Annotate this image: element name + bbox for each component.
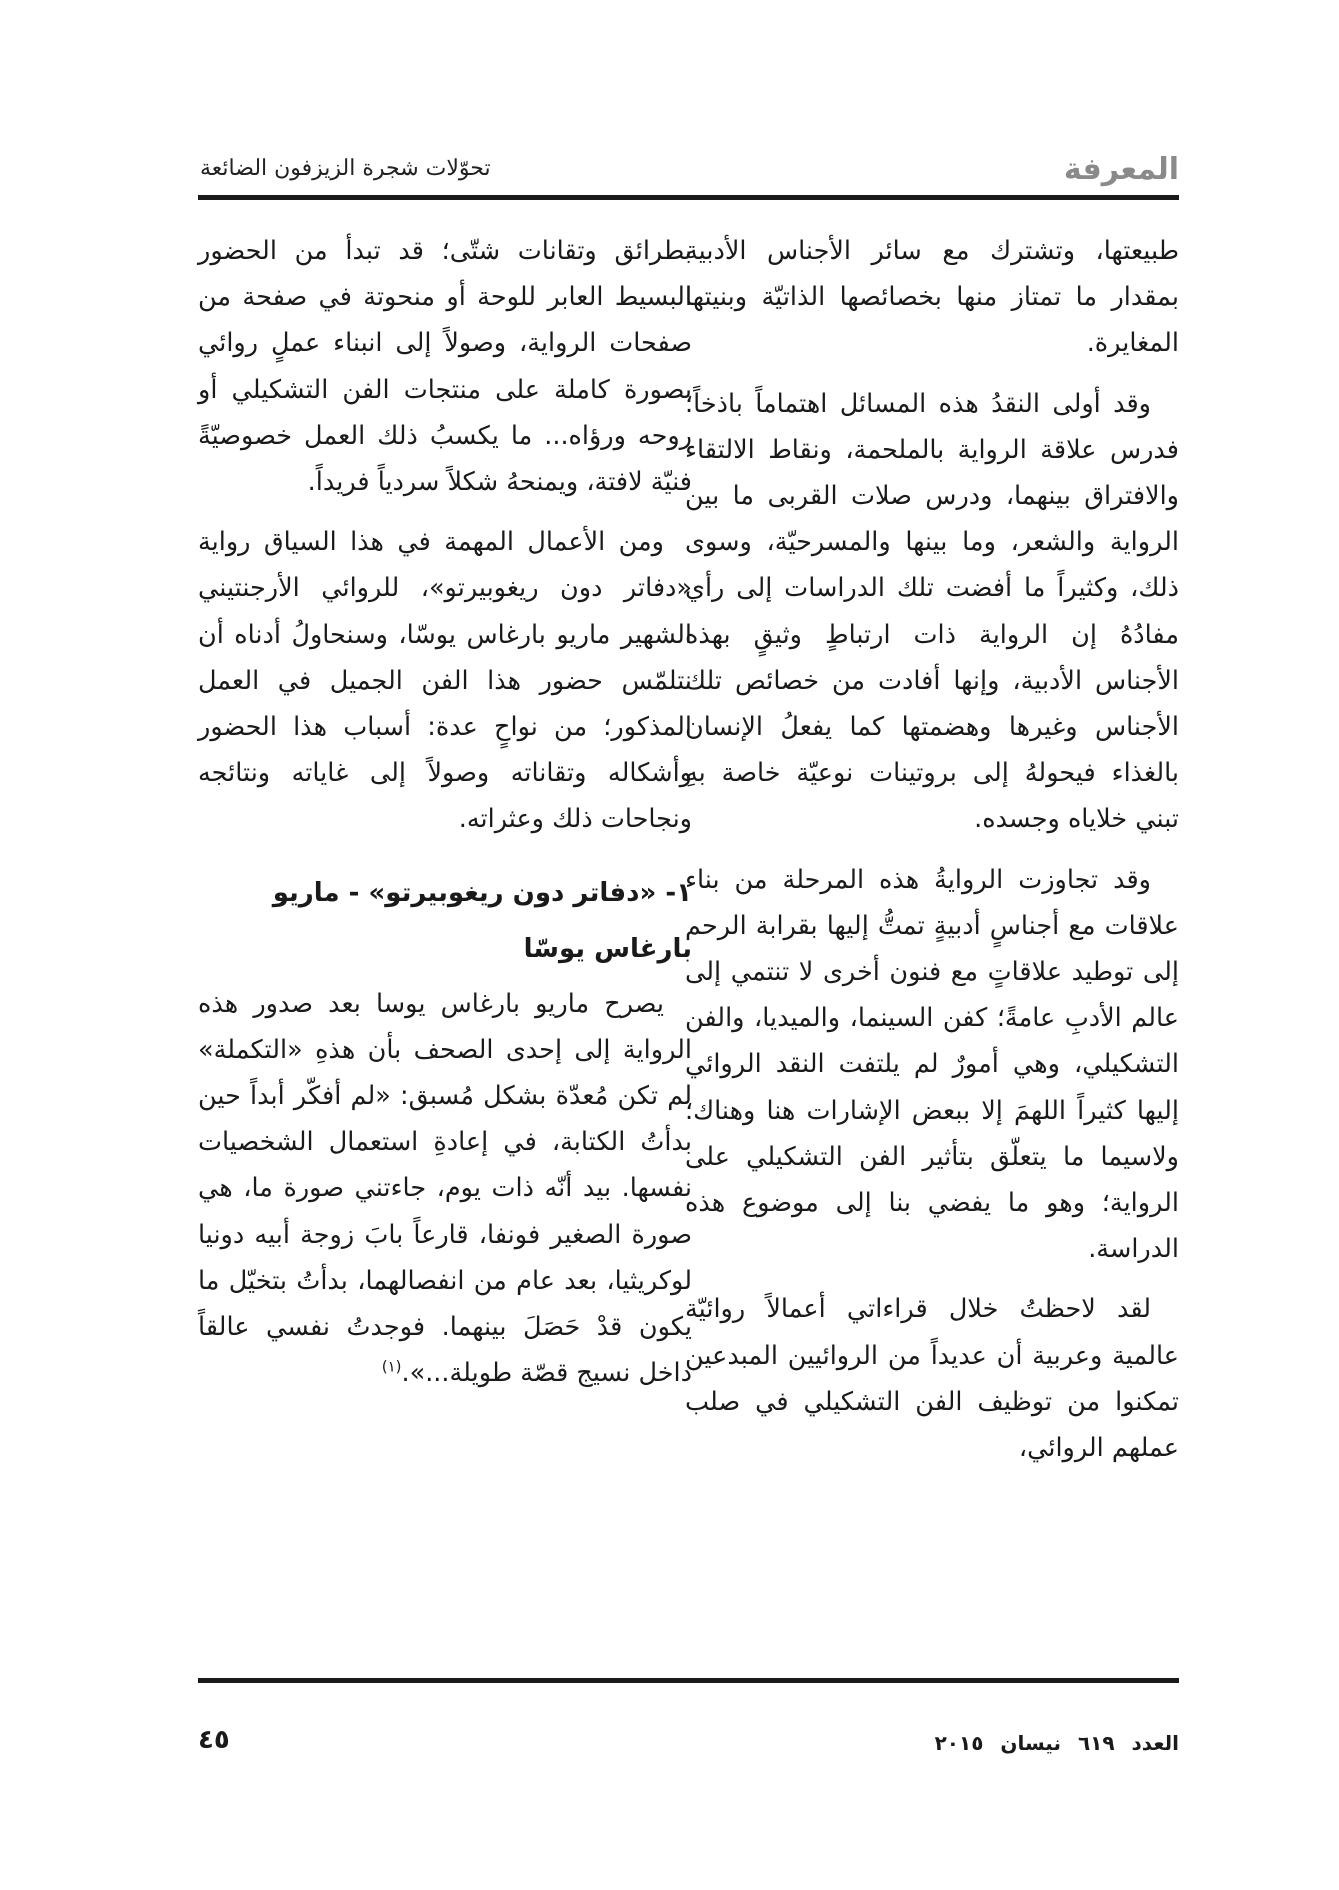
- paragraph: ومن الأعمال المهمة في هذا السياق رواية «دفاتر دون ريغوبيرتو»، للروائي الأرجنتيني الشهير ماريو بارغاس يوسّا، وسنحاولُ أدناه أن نتلمّس حضور هذا الفن الجميل في العمل المذكور؛ من نواحٍ عدة: أسباب هذا الحضور وأشكاله وتقاناته وصولاً إلى غاياته ونتائجه ونجاحات ذلك وعثراته.: [198, 527, 692, 835]
- right-column: [685, 228, 1179, 1471]
- header-rule: [198, 195, 1179, 200]
- paragraph-text: يصرح ماريو بارغاس يوسا بعد صدور هذه الرواية إلى إحدى الصحف بأن هذهِ «التكملة» لم تكن مُعدّة بشكل مُسبق: «لم أفكّر أبداً حين بدأتُ الكتابة، في إعادةِ استعمال الشخصيات نفسها. بيد أنّه ذات يوم، جاءتني صورة ما، هي صورة الصغير فونفا، قارعاً بابَ زوجة أبيه دونيا لوكريثيا، بعد عام من انفصالهما، بدأتُ بتخيّل ما يكون قدْ حَصَلَ بينهما. فوجدتُ نفسي عالقاً داخل نسيج قصّة طويلة...».: [198, 988, 692, 1389]
- running-title: تحوّلات شجرة الزيزفون الضائعة: [200, 156, 491, 181]
- issue-info: العدد ٦١٩ نيسان ٢٠١٥: [934, 1731, 1179, 1755]
- magazine-logo: المعرفة: [1063, 152, 1179, 187]
- paragraph: وقد تجاوزت الروايةُ هذه المرحلة من بناء علاقات مع أجناسٍ أدبيةٍ تمتُّ إليها بقرابة الرحم إلى توطيد علاقاتٍ مع فنون أخرى لا تنتمي إلى عالم الأدبِ عامةً؛ كفن السينما، والميديا، والفن التشكيلي، وهي أمورٌ لم يلتفت النقد الروائي إليها كثيراً اللهمَ إلا ببعض الإشارات هنا وهناك؛ ولاسيما ما يتعلّق بتأثير الفن التشكيلي على الرواية؛ وهو ما يفضي بنا إلى موضوع هذه الدراسة.: [685, 864, 1179, 1265]
- paragraph: بطرائق وتقانات شتّى؛ قد تبدأ من الحضور البسيط العابر للوحة أو منحوتة في صفحة من صفحات الرواية، وصولاً إلى انبناء عملٍ روائي بصورة كاملة على منتجات الفن التشكيلي أو روحه ورؤاه... ما يكسبُ ذلك العمل خصوصيّةً فنيّة لافتة، ويمنحهُ شكلاً سردياً فريداً.: [198, 236, 692, 498]
- paragraph: طبيعتها، وتشترك مع سائر الأجناس الأدبية بمقدار ما تمتاز منها بخصائصها الذاتيّة وبنيتها المغايرة.: [685, 236, 1179, 359]
- footnote-marker: (١): [381, 1357, 402, 1376]
- paragraph: لقد لاحظتُ خلال قراءاتي أعمالاً روائيّة عالمية وعربية أن عديداً من الروائيين المبدعين تمكنوا من توظيف الفن التشكيلي في صلب عملهم الروائي،: [685, 1294, 1179, 1464]
- left-column: [198, 228, 692, 1396]
- footer-rule: [198, 1678, 1179, 1683]
- paragraph: [198, 981, 692, 1397]
- paragraph: وقد أولى النقدُ هذه المسائل اهتماماً باذخاً؛ فدرس علاقة الرواية بالملحمة، ونقاط الالتقاء والافتراق بينهما، ودرس صلات القربى ما بين الرواية والشعر، وما بينها والمسرحيّة، وسوى ذلك، وكثيراً ما أفضت تلك الدراسات إلى رأي مفادُهُ إن الرواية ذات ارتباطٍ وثيقٍ بهذه الأجناس الأدبية، وإنها أفادت من خصائص تلك الأجناس وغيرها وهضمتها كما يفعلُ الإنسان بالغذاء فيحولهُ إلى بروتينات نوعيّة خاصة بهِ تبني خلاياه وجسده.: [685, 388, 1179, 835]
- section-heading: ١- «دفاتر دون ريغوبيرتو» - ماريو بارغاس يوسّا: [272, 877, 692, 964]
- page-number: ٤٥: [198, 1725, 230, 1755]
